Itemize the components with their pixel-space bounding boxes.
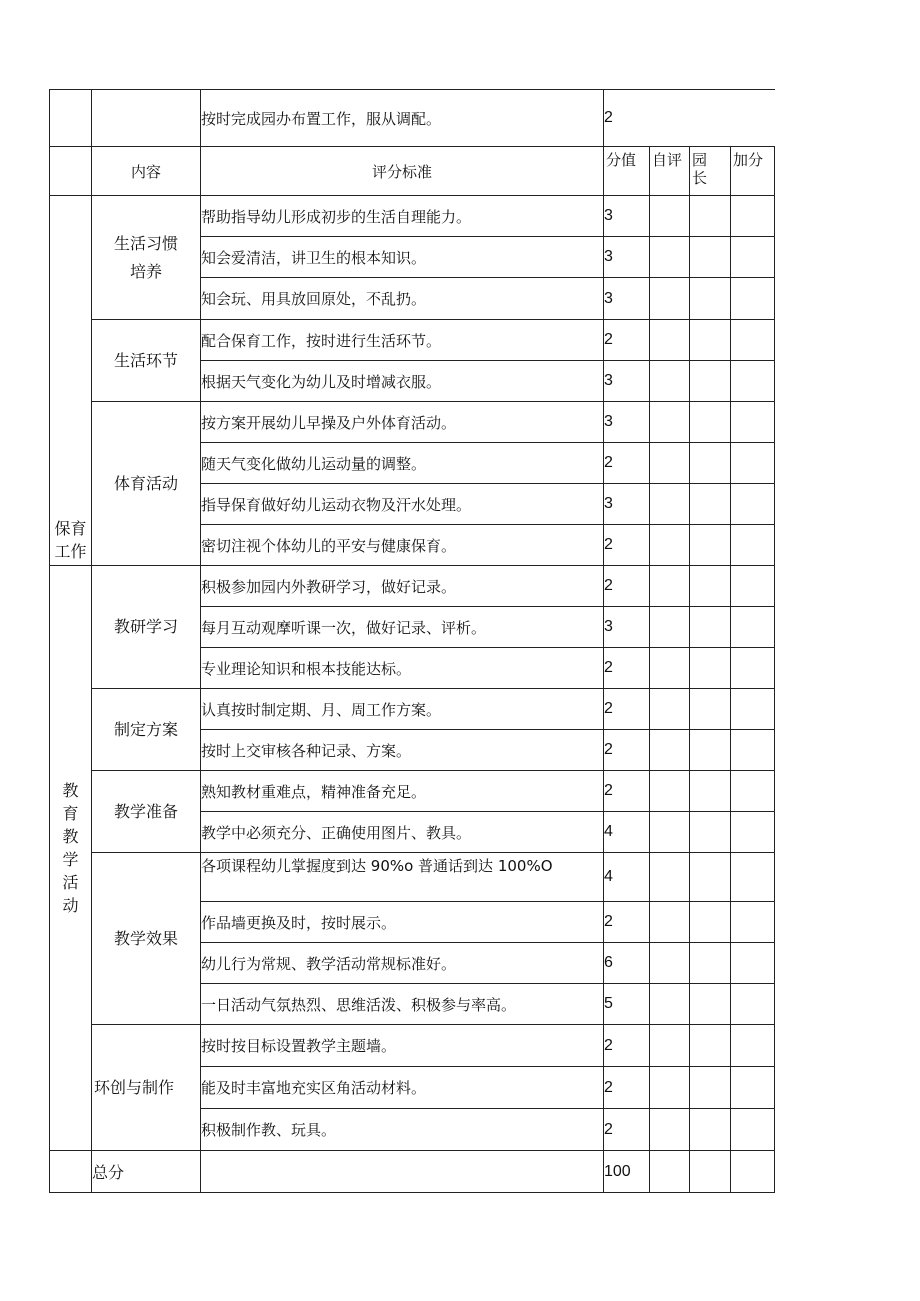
header-criteria: 评分标准	[201, 147, 604, 196]
subcategory-label: 教研学习	[113, 617, 178, 636]
bonus-cell[interactable]	[731, 566, 775, 607]
header-row	[50, 147, 775, 196]
criterion-cell: 密切注视个体幼儿的平安与健康保育。	[201, 525, 604, 566]
bonus-cell[interactable]	[731, 1025, 775, 1067]
principal-cell[interactable]	[690, 1109, 731, 1151]
total-self-eval[interactable]	[650, 1151, 690, 1193]
total-score: 100	[604, 1151, 650, 1193]
principal-cell[interactable]	[690, 902, 731, 943]
score-cell: 2	[604, 320, 650, 361]
self-eval-cell[interactable]	[650, 196, 690, 237]
principal-cell[interactable]	[690, 984, 731, 1025]
subcategory-label: 培养	[129, 261, 162, 281]
self-eval-cell[interactable]	[650, 730, 690, 771]
criterion-cell: 按时按目标设置教学主题墙。	[201, 1025, 604, 1067]
criterion-cell: 知会爱清洁，讲卫生的根本知识。	[201, 237, 604, 278]
principal-cell[interactable]	[690, 812, 731, 853]
criterion-cell: 按时上交审核各种记录、方案。	[201, 730, 604, 771]
category-char: 活	[62, 873, 79, 892]
bonus-cell[interactable]	[731, 1067, 775, 1109]
principal-cell[interactable]	[690, 689, 731, 730]
table-row	[50, 402, 775, 443]
self-eval-cell[interactable]	[650, 984, 690, 1025]
score-cell: 2	[604, 1067, 650, 1109]
score-cell: 2	[604, 566, 650, 607]
criterion-cell: 熟知教材重难点，精神准备充足。	[201, 771, 604, 812]
header-content: 内容	[92, 147, 201, 196]
principal-cell[interactable]	[690, 402, 731, 443]
self-eval-cell[interactable]	[650, 1025, 690, 1067]
score-cell: 2	[604, 902, 650, 943]
self-eval-cell[interactable]	[650, 443, 690, 484]
header-principal	[690, 147, 731, 196]
self-eval-cell[interactable]	[650, 237, 690, 278]
self-eval-cell[interactable]	[650, 1067, 690, 1109]
category-char: 教	[62, 827, 79, 846]
bonus-cell[interactable]	[731, 484, 775, 525]
score-cell: 4	[604, 853, 650, 902]
score-cell: 3	[604, 361, 650, 402]
criterion-cell: 认真按时制定期、月、周工作方案。	[201, 689, 604, 730]
category-char: 教	[62, 781, 79, 800]
score-cell: 3	[604, 196, 650, 237]
table-row	[50, 1025, 775, 1067]
criterion-cell: 积极参加园内外教研学习，做好记录。	[201, 566, 604, 607]
principal-cell[interactable]	[690, 525, 731, 566]
bonus-cell[interactable]	[731, 984, 775, 1025]
self-eval-cell[interactable]	[650, 853, 690, 902]
bonus-cell[interactable]	[731, 237, 775, 278]
criterion-cell: 配合保育工作，按时进行生活环节。	[201, 320, 604, 361]
criterion-cell: 知会玩、用具放回原处，不乱扔。	[201, 278, 604, 320]
subcategory-label: 生活环节	[113, 350, 178, 370]
evaluation-table	[49, 89, 775, 1193]
score-cell: 2	[604, 525, 650, 566]
score-cell: 4	[604, 812, 650, 853]
principal-cell[interactable]	[690, 1067, 731, 1109]
self-eval-cell[interactable]	[650, 566, 690, 607]
category-char: 动	[62, 896, 79, 915]
criterion-cell: 教学中必须充分、正确使用图片、教具。	[201, 812, 604, 853]
principal-cell[interactable]	[690, 730, 731, 771]
self-eval-cell[interactable]	[650, 320, 690, 361]
total-row	[50, 1151, 775, 1193]
subcategory-label: 生活习惯	[113, 233, 178, 253]
category-childcare	[50, 196, 92, 566]
bonus-cell[interactable]	[731, 771, 775, 812]
principal-cell[interactable]	[690, 237, 731, 278]
principal-cell[interactable]	[690, 278, 731, 320]
score-cell: 6	[604, 943, 650, 984]
criterion-cell: 随天气变化做幼儿运动量的调整。	[201, 443, 604, 484]
total-blank	[50, 1151, 92, 1193]
self-eval-cell[interactable]	[650, 1109, 690, 1151]
bonus-cell[interactable]	[731, 320, 775, 361]
principal-cell[interactable]	[690, 566, 731, 607]
header-self-eval: 自评	[650, 147, 690, 196]
criterion-cell: 指导保育做好幼儿运动衣物及汗水处理。	[201, 484, 604, 525]
principal-cell[interactable]	[690, 361, 731, 402]
subcategory-cell	[92, 566, 201, 689]
criterion-cell: 帮助指导幼儿形成初步的生活自理能力。	[201, 196, 604, 237]
score-cell: 2	[604, 443, 650, 484]
criterion-cell: 能及时丰富地充实区角活动材料。	[201, 1067, 604, 1109]
principal-cell[interactable]	[690, 196, 731, 237]
criterion-cell: 根据天气变化为幼儿及时增减衣服。	[201, 361, 604, 402]
score-cell: 3	[604, 607, 650, 648]
bonus-cell[interactable]	[731, 943, 775, 984]
total-principal[interactable]	[690, 1151, 731, 1193]
subcategory-cell	[92, 402, 201, 566]
criterion-cell: 作品墙更换及时，按时展示。	[201, 902, 604, 943]
criterion-cell: 各项课程幼儿掌握度到达 90%o 普通话到达 100%O	[201, 853, 604, 902]
bonus-cell[interactable]	[731, 648, 775, 689]
bonus-cell[interactable]	[731, 689, 775, 730]
subcategory-label: 制定方案	[113, 719, 178, 739]
self-eval-cell[interactable]	[650, 689, 690, 730]
subcategory-cell	[92, 320, 201, 402]
self-eval-cell[interactable]	[650, 484, 690, 525]
table-row	[50, 320, 775, 361]
score-cell: 2	[604, 1109, 650, 1151]
header-score: 分值	[604, 147, 650, 196]
total-criteria-blank	[201, 1151, 604, 1193]
criterion-cell: 每月互动观摩听课一次，做好记录、评析。	[201, 607, 604, 648]
top-sub-cell	[92, 90, 201, 147]
bonus-cell[interactable]	[731, 902, 775, 943]
subcategory-cell	[92, 689, 201, 771]
category-education-teaching	[50, 566, 92, 1151]
principal-cell[interactable]	[690, 443, 731, 484]
subcategory-label: 教学效果	[113, 928, 178, 948]
self-eval-cell[interactable]	[650, 607, 690, 648]
total-label: 总分	[92, 1151, 201, 1193]
header-blank	[50, 147, 92, 196]
principal-cell[interactable]	[690, 771, 731, 812]
principal-cell[interactable]	[690, 853, 731, 902]
criterion-cell: 幼儿行为常规、教学活动常规标准好。	[201, 943, 604, 984]
self-eval-cell[interactable]	[650, 361, 690, 402]
category-line: 工作	[54, 542, 87, 561]
bonus-cell[interactable]	[731, 812, 775, 853]
bonus-cell[interactable]	[731, 196, 775, 237]
self-eval-cell[interactable]	[650, 902, 690, 943]
table-row	[50, 566, 775, 607]
category-char: 育	[62, 804, 79, 823]
bonus-cell[interactable]	[731, 525, 775, 566]
principal-cell[interactable]	[690, 1025, 731, 1067]
bonus-cell[interactable]	[731, 1109, 775, 1151]
subcategory-label: 体育活动	[113, 473, 178, 493]
score-cell: 2	[604, 771, 650, 812]
header-bonus: 加分	[731, 147, 775, 196]
total-bonus[interactable]	[731, 1151, 775, 1193]
self-eval-cell[interactable]	[650, 525, 690, 566]
subcategory-cell	[92, 1025, 201, 1151]
score-cell: 2	[604, 648, 650, 689]
score-cell: 3	[604, 484, 650, 525]
score-cell: 3	[604, 237, 650, 278]
header-principal-line1: 园	[692, 151, 708, 169]
self-eval-cell[interactable]	[650, 771, 690, 812]
criterion-cell: 按方案开展幼儿早操及户外体育活动。	[201, 402, 604, 443]
score-cell: 2	[604, 689, 650, 730]
category-char: 学	[62, 850, 79, 869]
header-principal-line2: 长	[692, 169, 708, 187]
subcategory-cell	[92, 771, 201, 853]
principal-cell[interactable]	[690, 943, 731, 984]
self-eval-cell[interactable]	[650, 812, 690, 853]
subcategory-cell	[92, 853, 201, 1025]
top-cat-cell	[50, 90, 92, 147]
bonus-cell[interactable]	[731, 402, 775, 443]
bonus-cell[interactable]	[731, 443, 775, 484]
bonus-cell[interactable]	[731, 730, 775, 771]
top-row	[50, 90, 775, 147]
self-eval-cell[interactable]	[650, 402, 690, 443]
criterion-cell: 一日活动气氛热烈、思维活泼、积极参与率高。	[201, 984, 604, 1025]
self-eval-cell[interactable]	[650, 943, 690, 984]
principal-cell[interactable]	[690, 320, 731, 361]
subcategory-label: 环创与制作	[94, 1077, 175, 1097]
bonus-cell[interactable]	[731, 607, 775, 648]
bonus-cell[interactable]	[731, 278, 775, 320]
principal-cell[interactable]	[690, 648, 731, 689]
subcategory-label: 教学准备	[113, 801, 178, 821]
top-criterion: 按时完成园办布置工作，服从调配。	[201, 90, 604, 147]
top-score: 2	[604, 90, 775, 147]
score-cell: 3	[604, 402, 650, 443]
score-cell: 3	[604, 278, 650, 320]
criterion-cell: 专业理论知识和根本技能达标。	[201, 648, 604, 689]
table-row	[50, 771, 775, 812]
bonus-cell[interactable]	[731, 361, 775, 402]
self-eval-cell[interactable]	[650, 648, 690, 689]
principal-cell[interactable]	[690, 484, 731, 525]
table-row	[50, 853, 775, 902]
table-row	[50, 689, 775, 730]
table-row	[50, 196, 775, 237]
score-cell: 5	[604, 984, 650, 1025]
bonus-cell[interactable]	[731, 853, 775, 902]
criterion-cell: 积极制作教、玩具。	[201, 1109, 604, 1151]
principal-cell[interactable]	[690, 607, 731, 648]
score-cell: 2	[604, 730, 650, 771]
score-cell: 2	[604, 1025, 650, 1067]
self-eval-cell[interactable]	[650, 278, 690, 320]
subcategory-cell	[92, 196, 201, 320]
category-line: 保育	[54, 519, 87, 538]
